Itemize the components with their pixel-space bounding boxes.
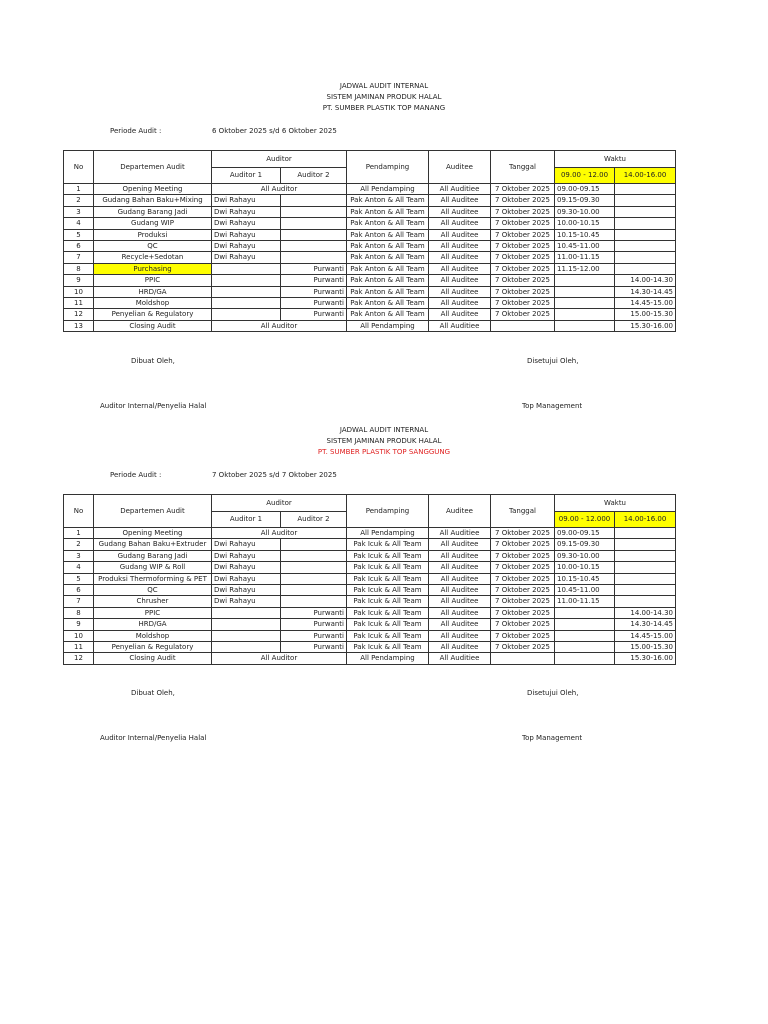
cell-waktu-am	[555, 275, 615, 286]
periode-label: Periode Audit :	[110, 471, 162, 479]
cell-no: 5	[64, 573, 94, 584]
table-row	[64, 607, 676, 618]
cell-auditor-2: Purwanti	[281, 309, 347, 320]
cell-tanggal: 7 Oktober 2025	[491, 585, 555, 596]
cell-auditee: All Auditee	[429, 218, 491, 229]
doc-title: JADWAL AUDIT INTERNAL	[339, 82, 429, 90]
cell-auditor-1: Dwi Rahayu	[212, 539, 281, 550]
cell-pendamping: Pak Anton & All Team	[347, 195, 429, 206]
col-header-pendamping: Pendamping	[347, 151, 429, 184]
cell-no: 13	[64, 320, 94, 331]
cell-pendamping: All Pendamping	[347, 184, 429, 195]
cell-pendamping: Pak Anton & All Team	[347, 252, 429, 263]
cell-waktu-pm: 14.30-14.45	[615, 619, 676, 630]
cell-waktu-pm	[615, 229, 676, 240]
cell-departemen: Moldshop	[94, 298, 212, 309]
cell-no: 8	[64, 263, 94, 274]
cell-waktu-am: 09.00-09.15	[555, 184, 615, 195]
signer-role-left: Auditor Internal/Penyelia Halal	[100, 734, 207, 742]
cell-departemen: Penyelian & Regulatory	[94, 309, 212, 320]
cell-auditee: All Auditee	[429, 562, 491, 573]
cell-departemen: HRD/GA	[94, 619, 212, 630]
col-header-auditee: Auditee	[429, 151, 491, 184]
cell-waktu-am: 09.00-09.15	[555, 528, 615, 539]
cell-pendamping: Pak Icuk & All Team	[347, 630, 429, 641]
cell-auditee: All Auditiee	[429, 653, 491, 664]
periode-value: 6 Oktober 2025 s/d 6 Oktober 2025	[212, 127, 337, 135]
cell-no: 3	[64, 550, 94, 561]
col-header-tanggal: Tanggal	[491, 151, 555, 184]
cell-auditor-2	[281, 206, 347, 217]
cell-auditor-1	[212, 309, 281, 320]
cell-waktu-pm: 15.30-16.00	[615, 653, 676, 664]
col-header-auditor: Auditor	[212, 151, 347, 168]
cell-auditee: All Auditee	[429, 573, 491, 584]
cell-waktu-am: 11.00-11.15	[555, 252, 615, 263]
cell-waktu-pm	[615, 550, 676, 561]
cell-tanggal: 7 Oktober 2025	[491, 528, 555, 539]
col-header-auditee: Auditee	[429, 495, 491, 528]
cell-pendamping: All Pendamping	[347, 653, 429, 664]
cell-waktu-am: 11.00-11.15	[555, 596, 615, 607]
table-row	[64, 184, 676, 195]
cell-tanggal: 7 Oktober 2025	[491, 596, 555, 607]
cell-waktu-am	[555, 320, 615, 331]
table-row	[64, 573, 676, 584]
cell-auditee: All Auditee	[429, 607, 491, 618]
cell-waktu-pm: 14.00-14.30	[615, 607, 676, 618]
cell-no: 2	[64, 195, 94, 206]
cell-pendamping: Pak Anton & All Team	[347, 218, 429, 229]
cell-tanggal: 7 Oktober 2025	[491, 630, 555, 641]
cell-auditor-1	[212, 263, 281, 274]
cell-auditor-1: Dwi Rahayu	[212, 573, 281, 584]
cell-auditor-1	[212, 607, 281, 618]
table-row	[64, 309, 676, 320]
signer-role-left: Auditor Internal/Penyelia Halal	[100, 402, 207, 410]
cell-waktu-pm	[615, 596, 676, 607]
cell-auditor-1: Dwi Rahayu	[212, 562, 281, 573]
cell-auditor-1: Dwi Rahayu	[212, 596, 281, 607]
company-name: PT. SUMBER PLASTIK TOP MANANG	[322, 104, 446, 112]
col-header-auditor: Auditor	[212, 495, 347, 512]
cell-pendamping: Pak Anton & All Team	[347, 229, 429, 240]
table-row	[64, 585, 676, 596]
table-row	[64, 263, 676, 274]
cell-no: 2	[64, 539, 94, 550]
cell-tanggal: 7 Oktober 2025	[491, 184, 555, 195]
table-row	[64, 218, 676, 229]
cell-no: 11	[64, 298, 94, 309]
table-row	[64, 298, 676, 309]
cell-auditee: All Auditiee	[429, 528, 491, 539]
cell-no: 1	[64, 184, 94, 195]
cell-auditee: All Auditiee	[429, 184, 491, 195]
col-header-auditor-1: Auditor 1	[212, 512, 281, 528]
col-header-waktu: Waktu	[555, 151, 676, 168]
cell-waktu-am	[555, 298, 615, 309]
cell-waktu-pm: 15.00-15.30	[615, 642, 676, 653]
cell-auditee: All Auditee	[429, 275, 491, 286]
cell-no: 10	[64, 286, 94, 297]
cell-pendamping: Pak Icuk & All Team	[347, 539, 429, 550]
cell-tanggal: 7 Oktober 2025	[491, 619, 555, 630]
col-header-waktu-pm: 14.00-16.00	[615, 512, 676, 528]
cell-tanggal: 7 Oktober 2025	[491, 562, 555, 573]
doc-subtitle: SISTEM JAMINAN PRODUK HALAL	[326, 437, 442, 445]
table-row	[64, 275, 676, 286]
cell-waktu-am: 09.15-09.30	[555, 195, 615, 206]
cell-no: 10	[64, 630, 94, 641]
cell-waktu-pm	[615, 585, 676, 596]
cell-auditor-1	[212, 642, 281, 653]
cell-waktu-pm	[615, 184, 676, 195]
table-row	[64, 562, 676, 573]
cell-no: 9	[64, 275, 94, 286]
cell-departemen: PPIC	[94, 607, 212, 618]
table-row	[64, 320, 676, 331]
cell-departemen: QC	[94, 585, 212, 596]
cell-tanggal: 7 Oktober 2025	[491, 642, 555, 653]
cell-auditor-1	[212, 298, 281, 309]
dibuat-oleh-label: Dibuat Oleh,	[131, 689, 175, 697]
periode-value: 7 Oktober 2025 s/d 7 Oktober 2025	[212, 471, 337, 479]
col-header-departemen: Departemen Audit	[94, 495, 212, 528]
cell-auditor-1	[212, 619, 281, 630]
cell-departemen: HRD/GA	[94, 286, 212, 297]
cell-auditee: All Auditee	[429, 642, 491, 653]
cell-tanggal: 7 Oktober 2025	[491, 286, 555, 297]
cell-departemen: Closing Audit	[94, 653, 212, 664]
cell-waktu-pm: 14.45-15.00	[615, 630, 676, 641]
cell-pendamping: Pak Icuk & All Team	[347, 550, 429, 561]
cell-waktu-am: 10.15-10.45	[555, 229, 615, 240]
cell-auditor-1: Dwi Rahayu	[212, 241, 281, 252]
table-row	[64, 642, 676, 653]
table-row	[64, 241, 676, 252]
cell-auditee: All Auditee	[429, 263, 491, 274]
audit-schedule-table	[63, 494, 676, 665]
cell-pendamping: Pak Icuk & All Team	[347, 596, 429, 607]
col-header-departemen: Departemen Audit	[94, 151, 212, 184]
cell-no: 12	[64, 653, 94, 664]
cell-auditor-2: Purwanti	[281, 607, 347, 618]
cell-pendamping: Pak Anton & All Team	[347, 206, 429, 217]
cell-no: 1	[64, 528, 94, 539]
table-row	[64, 252, 676, 263]
cell-departemen: Moldshop	[94, 630, 212, 641]
cell-no: 8	[64, 607, 94, 618]
cell-no: 11	[64, 642, 94, 653]
cell-auditee: All Auditee	[429, 550, 491, 561]
cell-pendamping: Pak Anton & All Team	[347, 309, 429, 320]
disetujui-oleh-label: Disetujui Oleh,	[527, 357, 579, 365]
cell-pendamping: Pak Icuk & All Team	[347, 607, 429, 618]
cell-auditor-2: Purwanti	[281, 275, 347, 286]
cell-auditor-2	[281, 241, 347, 252]
cell-auditor-1	[212, 630, 281, 641]
cell-auditor-1: Dwi Rahayu	[212, 550, 281, 561]
cell-waktu-am	[555, 619, 615, 630]
cell-auditor-2	[281, 596, 347, 607]
cell-auditee: All Auditee	[429, 298, 491, 309]
cell-pendamping: All Pendamping	[347, 528, 429, 539]
cell-auditee: All Auditee	[429, 630, 491, 641]
table-row	[64, 596, 676, 607]
cell-tanggal: 7 Oktober 2025	[491, 263, 555, 274]
cell-departemen: Produksi Thermoforming & PET	[94, 573, 212, 584]
cell-waktu-am	[555, 653, 615, 664]
cell-auditor-1: Dwi Rahayu	[212, 206, 281, 217]
cell-tanggal: 7 Oktober 2025	[491, 309, 555, 320]
cell-waktu-pm	[615, 206, 676, 217]
cell-waktu-pm	[615, 573, 676, 584]
cell-auditee: All Auditee	[429, 585, 491, 596]
cell-auditor-2: Purwanti	[281, 642, 347, 653]
cell-tanggal: 7 Oktober 2025	[491, 573, 555, 584]
table-row	[64, 630, 676, 641]
col-header-waktu-am: 09.00 - 12.000	[555, 512, 615, 528]
col-header-no: No	[64, 495, 94, 528]
dibuat-oleh-label: Dibuat Oleh,	[131, 357, 175, 365]
cell-no: 12	[64, 309, 94, 320]
cell-tanggal: 7 Oktober 2025	[491, 550, 555, 561]
cell-no: 3	[64, 206, 94, 217]
cell-auditee: All Auditiee	[429, 320, 491, 331]
cell-pendamping: Pak Anton & All Team	[347, 275, 429, 286]
cell-auditor-1: Dwi Rahayu	[212, 218, 281, 229]
cell-waktu-pm	[615, 195, 676, 206]
cell-departemen: Chrusher	[94, 596, 212, 607]
cell-auditee: All Auditee	[429, 241, 491, 252]
cell-no: 4	[64, 562, 94, 573]
cell-departemen: Gudang Barang Jadi	[94, 550, 212, 561]
cell-departemen: Gudang WIP	[94, 218, 212, 229]
cell-auditee: All Auditee	[429, 252, 491, 263]
cell-waktu-am	[555, 630, 615, 641]
cell-waktu-am: 10.15-10.45	[555, 573, 615, 584]
cell-tanggal: 7 Oktober 2025	[491, 206, 555, 217]
cell-departemen: QC	[94, 241, 212, 252]
cell-tanggal	[491, 320, 555, 331]
cell-auditor-2: Purwanti	[281, 286, 347, 297]
cell-auditor-2	[281, 550, 347, 561]
col-header-tanggal: Tanggal	[491, 495, 555, 528]
cell-departemen: Closing Audit	[94, 320, 212, 331]
cell-auditor-2	[281, 585, 347, 596]
cell-pendamping: All Pendamping	[347, 320, 429, 331]
cell-departemen: Gudang Barang Jadi	[94, 206, 212, 217]
cell-auditor-1	[212, 286, 281, 297]
cell-tanggal: 7 Oktober 2025	[491, 275, 555, 286]
col-header-waktu-am: 09.00 - 12.00	[555, 168, 615, 184]
cell-no: 9	[64, 619, 94, 630]
cell-no: 6	[64, 585, 94, 596]
cell-auditor-1	[212, 275, 281, 286]
cell-tanggal: 7 Oktober 2025	[491, 607, 555, 618]
cell-auditor-2	[281, 539, 347, 550]
col-header-no: No	[64, 151, 94, 184]
cell-auditor-2	[281, 573, 347, 584]
company-name: PT. SUMBER PLASTIK TOP SANGGUNG	[317, 448, 451, 456]
cell-pendamping: Pak Anton & All Team	[347, 286, 429, 297]
col-header-auditor-1: Auditor 1	[212, 168, 281, 184]
table-row	[64, 539, 676, 550]
cell-pendamping: Pak Icuk & All Team	[347, 642, 429, 653]
cell-auditor-2	[281, 229, 347, 240]
cell-waktu-am: 09.30-10.00	[555, 206, 615, 217]
cell-no: 7	[64, 252, 94, 263]
cell-auditor-all: All Auditor	[212, 320, 347, 331]
cell-tanggal: 7 Oktober 2025	[491, 539, 555, 550]
cell-auditor-2	[281, 562, 347, 573]
cell-waktu-am	[555, 286, 615, 297]
cell-pendamping: Pak Icuk & All Team	[347, 573, 429, 584]
col-header-auditor-2: Auditor 2	[281, 168, 347, 184]
cell-waktu-pm	[615, 263, 676, 274]
cell-auditee: All Auditee	[429, 286, 491, 297]
cell-departemen: Penyelian & Regulatory	[94, 642, 212, 653]
cell-departemen: Purchasing	[94, 263, 212, 274]
signer-role-right: Top Management	[522, 734, 583, 742]
cell-tanggal: 7 Oktober 2025	[491, 229, 555, 240]
doc-subtitle: SISTEM JAMINAN PRODUK HALAL	[326, 93, 442, 101]
cell-waktu-pm	[615, 562, 676, 573]
cell-waktu-am: 10.00-10.15	[555, 562, 615, 573]
cell-auditor-1: Dwi Rahayu	[212, 252, 281, 263]
cell-auditee: All Auditee	[429, 195, 491, 206]
cell-pendamping: Pak Anton & All Team	[347, 263, 429, 274]
cell-auditee: All Auditee	[429, 596, 491, 607]
cell-auditee: All Auditee	[429, 229, 491, 240]
cell-auditor-1: Dwi Rahayu	[212, 195, 281, 206]
signer-role-right: Top Management	[522, 402, 583, 410]
table-row	[64, 653, 676, 664]
cell-pendamping: Pak Anton & All Team	[347, 298, 429, 309]
cell-auditor-2	[281, 218, 347, 229]
cell-auditor-2	[281, 195, 347, 206]
cell-auditee: All Auditee	[429, 619, 491, 630]
cell-waktu-am: 10.45-11.00	[555, 241, 615, 252]
col-header-pendamping: Pendamping	[347, 495, 429, 528]
table-row	[64, 619, 676, 630]
cell-auditee: All Auditee	[429, 539, 491, 550]
cell-pendamping: Pak Icuk & All Team	[347, 619, 429, 630]
cell-auditor-2: Purwanti	[281, 630, 347, 641]
cell-auditor-all: All Auditor	[212, 184, 347, 195]
cell-tanggal	[491, 653, 555, 664]
cell-waktu-am: 10.45-11.00	[555, 585, 615, 596]
cell-pendamping: Pak Anton & All Team	[347, 241, 429, 252]
col-header-auditor-2: Auditor 2	[281, 512, 347, 528]
cell-waktu-pm: 14.45-15.00	[615, 298, 676, 309]
cell-waktu-am: 09.15-09.30	[555, 539, 615, 550]
cell-waktu-am: 10.00-10.15	[555, 218, 615, 229]
cell-auditor-2: Purwanti	[281, 619, 347, 630]
table-body	[64, 184, 676, 332]
cell-departemen: PPIC	[94, 275, 212, 286]
cell-no: 5	[64, 229, 94, 240]
table-row	[64, 286, 676, 297]
cell-auditor-all: All Auditor	[212, 528, 347, 539]
cell-waktu-pm: 14.00-14.30	[615, 275, 676, 286]
cell-tanggal: 7 Oktober 2025	[491, 195, 555, 206]
cell-auditee: All Auditee	[429, 309, 491, 320]
cell-departemen: Opening Meeting	[94, 528, 212, 539]
cell-waktu-am	[555, 642, 615, 653]
table-row	[64, 195, 676, 206]
cell-waktu-pm: 14.30-14.45	[615, 286, 676, 297]
cell-departemen: Gudang Bahan Baku+Extruder	[94, 539, 212, 550]
doc-title: JADWAL AUDIT INTERNAL	[339, 426, 429, 434]
disetujui-oleh-label: Disetujui Oleh,	[527, 689, 579, 697]
cell-auditor-all: All Auditor	[212, 653, 347, 664]
cell-departemen: Gudang WIP & Roll	[94, 562, 212, 573]
cell-waktu-am	[555, 309, 615, 320]
cell-waktu-pm: 15.00-15.30	[615, 309, 676, 320]
col-header-waktu-pm: 14.00-16.00	[615, 168, 676, 184]
audit-schedule-table	[63, 150, 676, 332]
table-row	[64, 229, 676, 240]
cell-auditor-2: Purwanti	[281, 298, 347, 309]
cell-no: 6	[64, 241, 94, 252]
cell-departemen: Recycle+Sedotan	[94, 252, 212, 263]
cell-departemen: Gudang Bahan Baku+Mixing	[94, 195, 212, 206]
col-header-waktu: Waktu	[555, 495, 676, 512]
cell-no: 7	[64, 596, 94, 607]
cell-waktu-am: 11.15-12.00	[555, 263, 615, 274]
cell-auditee: All Auditee	[429, 206, 491, 217]
cell-waktu-pm	[615, 528, 676, 539]
cell-auditor-1: Dwi Rahayu	[212, 585, 281, 596]
cell-waktu-am: 09.30-10.00	[555, 550, 615, 561]
cell-departemen: Opening Meeting	[94, 184, 212, 195]
cell-waktu-pm	[615, 218, 676, 229]
cell-auditor-1: Dwi Rahayu	[212, 229, 281, 240]
cell-tanggal: 7 Oktober 2025	[491, 252, 555, 263]
cell-waktu-pm	[615, 241, 676, 252]
cell-waktu-pm: 15.30-16.00	[615, 320, 676, 331]
cell-waktu-am	[555, 607, 615, 618]
cell-auditor-2	[281, 252, 347, 263]
cell-pendamping: Pak Icuk & All Team	[347, 562, 429, 573]
cell-tanggal: 7 Oktober 2025	[491, 298, 555, 309]
cell-tanggal: 7 Oktober 2025	[491, 241, 555, 252]
table-row	[64, 528, 676, 539]
cell-waktu-pm	[615, 539, 676, 550]
cell-departemen: Produksi	[94, 229, 212, 240]
cell-waktu-pm	[615, 252, 676, 263]
table-row	[64, 206, 676, 217]
cell-tanggal: 7 Oktober 2025	[491, 218, 555, 229]
cell-no: 4	[64, 218, 94, 229]
cell-auditor-2: Purwanti	[281, 263, 347, 274]
table-row	[64, 550, 676, 561]
cell-pendamping: Pak Icuk & All Team	[347, 585, 429, 596]
table-body	[64, 528, 676, 665]
periode-label: Periode Audit :	[110, 127, 162, 135]
